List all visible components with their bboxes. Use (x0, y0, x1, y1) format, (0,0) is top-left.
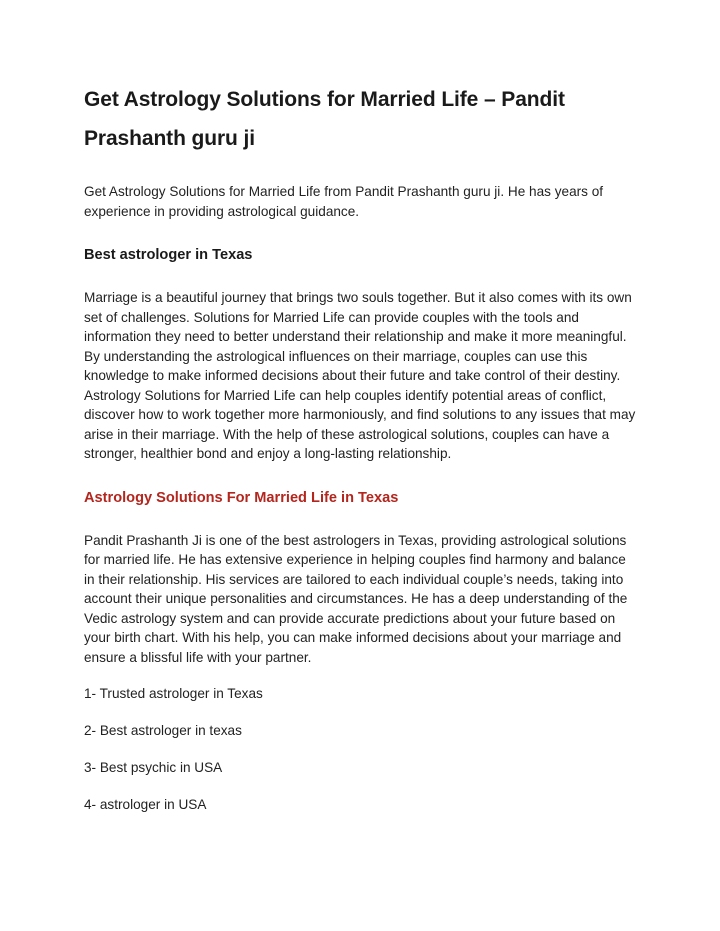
document-page (84, 80, 640, 832)
list-item: 2- Best astrologer in texas (84, 723, 242, 738)
section-heading-astrology-solutions: Astrology Solutions For Married Life in Texas (84, 489, 399, 506)
pandit-paragraph: Pandit Prashanth Ji is one of the best astrologers in Texas, providing astrological solutions for married life. He has extensive experience in helping couples find harmony and balance in their relationship. His services are tailored to each individual couple’s needs, taking into account their unique personalities and circumstances. He has a deep understanding of the Vedic astrology system and can provide accurate predictions about your future based on your birth chart. With his help, you can make informed decisions about your marriage and ensure a blissful life with your partner. (84, 532, 628, 665)
list-item: 4- astrologer in USA (84, 797, 207, 812)
services-list (84, 684, 640, 815)
intro-paragraph: Get Astrology Solutions for Married Life from Pandit Prashanth guru ji. He has years of experience in providing astrological guidance. (84, 184, 604, 219)
section-heading-best-astrologer: Best astrologer in Texas (84, 247, 253, 263)
marriage-paragraph: Marriage is a beautiful journey that brings two souls together. But it also comes with its own set of challenges. Solutions for Married Life can provide couples with the tools and information they need to better understand their relationship and make it more meaningful. By understanding the astrological influences on their marriage, couples can use this knowledge to make informed decisions about their future and take control of their destiny. Astrology Solutions for Married Life can help couples identify potential areas of conflict, discover how to work together more harmoniously, and find solutions to any issues that may arise in their marriage. With the help of these astrological solutions, couples can have a stronger, healthier bond and enjoy a long-lasting relationship. (84, 290, 636, 461)
document-title: Get Astrology Solutions for Married Life – Pandit Prashanth guru ji (84, 88, 565, 150)
list-item: 1- Trusted astrologer in Texas (84, 686, 263, 701)
list-item: 3- Best psychic in USA (84, 760, 223, 775)
